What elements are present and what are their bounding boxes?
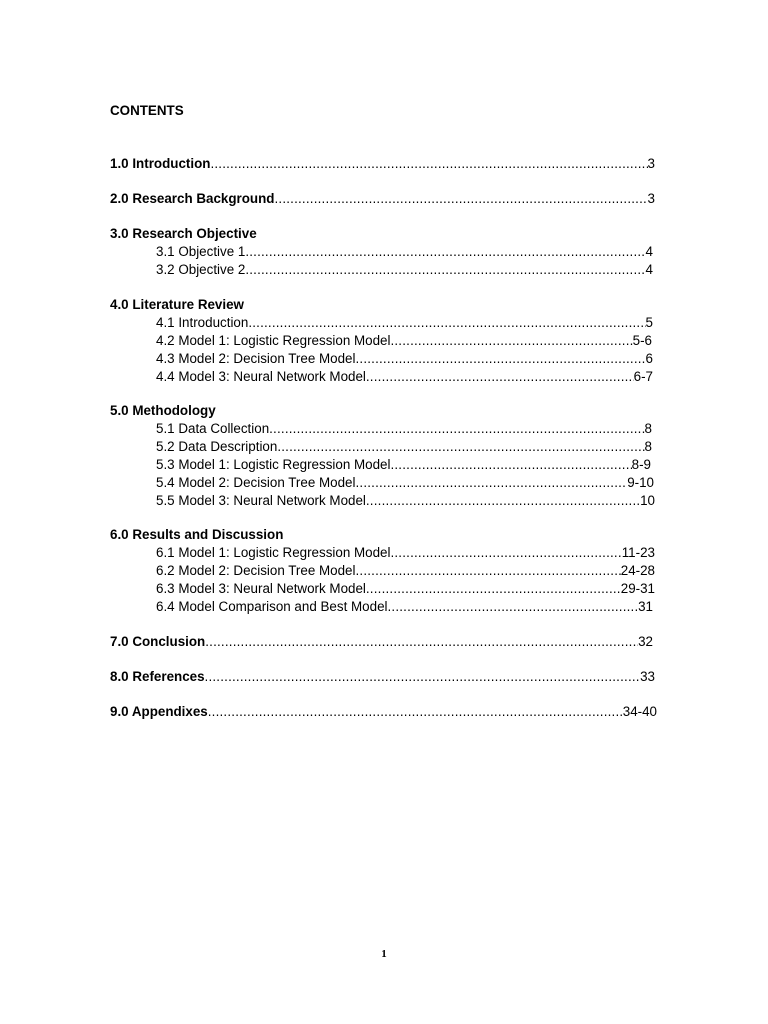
toc-entry-introduction[interactable] <box>110 155 655 172</box>
toc-entry-label: 6.3 Model 3: Neural Network Model <box>156 581 366 596</box>
toc-entry-page: 4 <box>645 262 653 277</box>
toc-entry-page: 8 <box>644 439 652 454</box>
toc-entry-label: 2.0 Research Background <box>110 191 275 206</box>
toc-entry-page: 8 <box>644 421 652 436</box>
page-title: CONTENTS <box>110 103 184 118</box>
toc-section-methodology[interactable]: 5.0 Methodology <box>110 403 216 418</box>
toc-entry-lit-neural-network[interactable] <box>156 368 653 385</box>
page-number: 1 <box>381 948 387 960</box>
toc-entry-page: 3 <box>647 156 655 171</box>
dot-leader <box>366 368 634 385</box>
dot-leader <box>355 474 627 491</box>
toc-entry-page: 24-28 <box>620 563 655 578</box>
toc-entry-page: 32 <box>638 634 653 649</box>
toc-entry-label: 6.2 Model 2: Decision Tree Model <box>156 563 356 578</box>
toc-entry-model-comparison[interactable] <box>156 598 653 615</box>
toc-entry-label: 7.0 Conclusion <box>110 634 206 649</box>
dot-leader <box>388 598 639 615</box>
toc-entry-label: 5.5 Model 3: Neural Network Model <box>156 493 366 508</box>
dot-leader <box>390 544 621 561</box>
toc-entry-page: 5 <box>645 315 653 330</box>
toc-entry-page: 4 <box>645 244 653 259</box>
dot-leader <box>245 243 645 260</box>
toc-section-literature-review[interactable]: 4.0 Literature Review <box>110 297 244 312</box>
toc-entry-label: 4.1 Introduction <box>156 315 249 330</box>
toc-entry-data-collection[interactable] <box>156 420 652 437</box>
toc-entry-method-neural-network[interactable] <box>156 492 655 509</box>
toc-entry-label: 4.4 Model 3: Neural Network Model <box>156 369 366 384</box>
dot-leader <box>205 668 641 685</box>
toc-entry-page: 33 <box>640 669 655 684</box>
toc-entry-page: 5-6 <box>632 333 652 348</box>
toc-entry-label: 3.1 Objective 1 <box>156 244 246 259</box>
toc-entry-label: 8.0 References <box>110 669 205 684</box>
dot-leader <box>355 562 620 579</box>
toc-entry-label: 4.2 Model 1: Logistic Regression Model <box>156 333 391 348</box>
toc-entry-lit-logistic-regression[interactable] <box>156 332 652 349</box>
toc-entry-label: 9.0 Appendixes <box>110 704 208 719</box>
toc-entry-label: 5.4 Model 2: Decision Tree Model <box>156 475 356 490</box>
dot-leader <box>208 703 623 720</box>
toc-entry-lit-introduction[interactable] <box>156 314 653 331</box>
dot-leader <box>366 580 621 597</box>
toc-entry-label: 5.2 Data Description <box>156 439 278 454</box>
dot-leader <box>205 633 638 650</box>
toc-entry-label: 6.1 Model 1: Logistic Regression Model <box>156 545 391 560</box>
toc-entry-conclusion[interactable] <box>110 633 653 650</box>
dot-leader <box>210 155 647 172</box>
toc-entry-page: 34-40 <box>622 704 657 719</box>
toc-entry-objective-1[interactable] <box>156 243 653 260</box>
toc-entry-objective-2[interactable] <box>156 261 653 278</box>
dot-leader <box>355 350 645 367</box>
toc-entry-page: 10 <box>640 493 655 508</box>
toc-entry-data-description[interactable] <box>156 438 652 455</box>
dot-leader <box>366 492 640 509</box>
toc-entry-label: 3.2 Objective 2 <box>156 262 246 277</box>
toc-entry-results-neural-network[interactable] <box>156 580 655 597</box>
toc-entry-page: 8-9 <box>631 457 651 472</box>
dot-leader <box>390 456 631 473</box>
toc-entry-label: 6.4 Model Comparison and Best Model <box>156 599 388 614</box>
toc-entry-method-decision-tree[interactable] <box>156 474 654 491</box>
toc-entry-label: 5.3 Model 1: Logistic Regression Model <box>156 457 391 472</box>
toc-section-results-discussion[interactable]: 6.0 Results and Discussion <box>110 527 284 542</box>
toc-entry-page: 11-23 <box>621 545 655 560</box>
toc-entry-method-logistic-regression[interactable] <box>156 456 651 473</box>
dot-leader <box>277 438 644 455</box>
toc-entry-results-logistic-regression[interactable] <box>156 544 655 561</box>
toc-entry-appendixes[interactable] <box>110 703 657 720</box>
toc-entry-research-background[interactable] <box>110 190 655 207</box>
toc-entry-page: 29-31 <box>620 581 655 596</box>
toc-section-research-objective[interactable]: 3.0 Research Objective <box>110 226 257 241</box>
toc-entry-page: 31 <box>638 599 653 614</box>
toc-entry-label: 4.3 Model 2: Decision Tree Model <box>156 351 356 366</box>
toc-entry-label: 5.1 Data Collection <box>156 421 270 436</box>
toc-entry-page: 6 <box>645 351 653 366</box>
dot-leader <box>390 332 632 349</box>
dot-leader <box>248 314 645 331</box>
toc-entry-page: 9-10 <box>627 475 654 490</box>
dot-leader <box>245 261 645 278</box>
dot-leader <box>269 420 644 437</box>
toc-entry-page: 3 <box>647 191 655 206</box>
toc-entry-results-decision-tree[interactable] <box>156 562 655 579</box>
dot-leader <box>274 190 647 207</box>
toc-entry-lit-decision-tree[interactable] <box>156 350 653 367</box>
toc-entry-references[interactable] <box>110 668 655 685</box>
toc-entry-page: 6-7 <box>633 369 653 384</box>
toc-entry-label: 1.0 Introduction <box>110 156 211 171</box>
